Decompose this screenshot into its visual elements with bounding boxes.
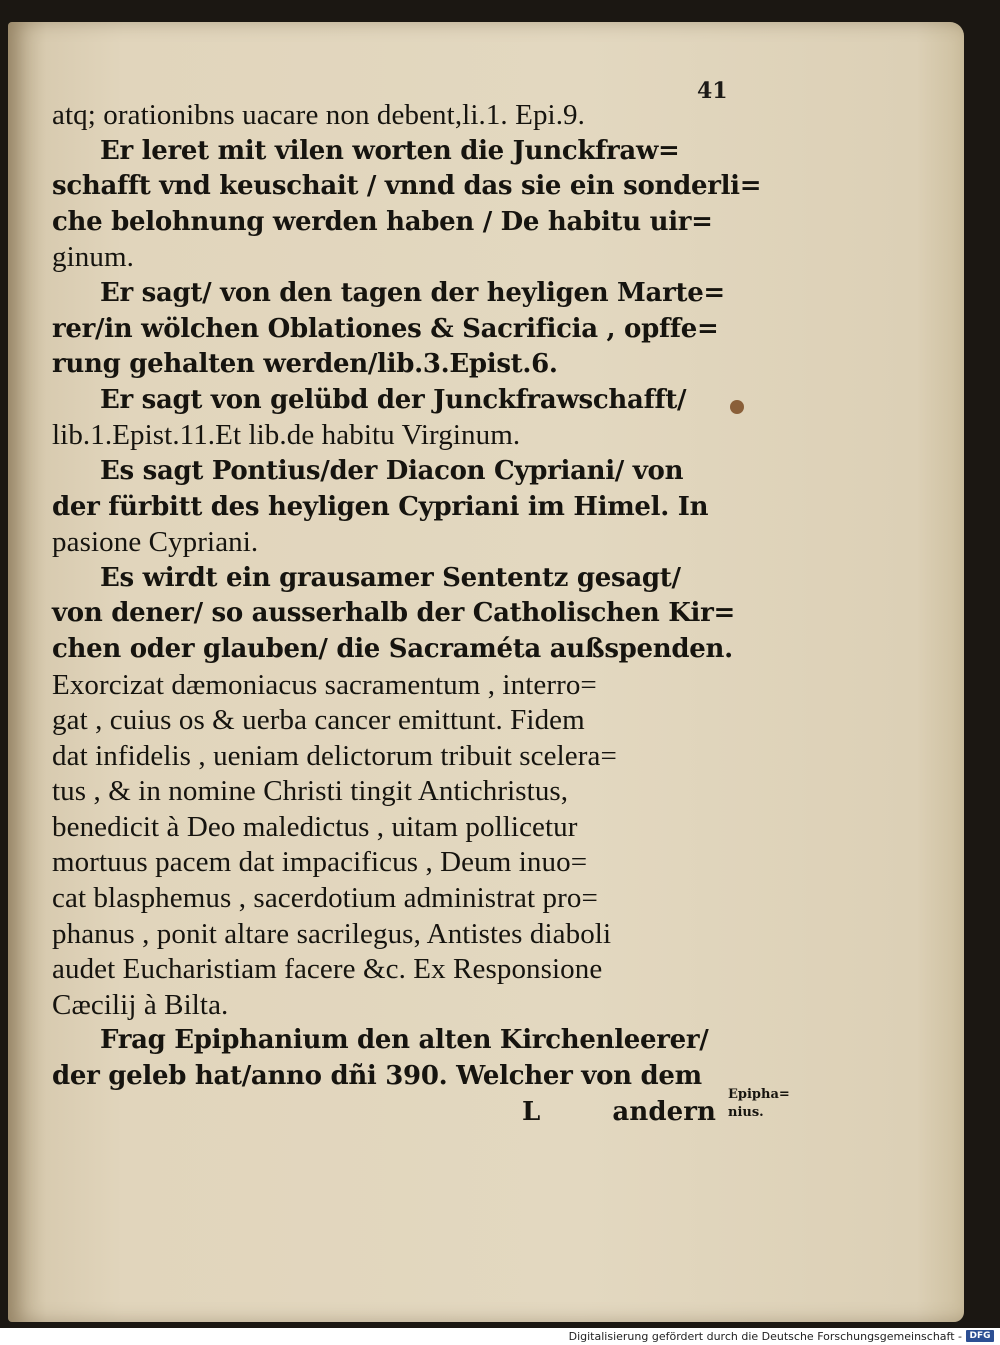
text-line: Er leret mit vilen worten die Junckfraw= [100,135,680,166]
text-line: phanus , ponit altare sacrilegus, Antistes diaboli [52,917,612,950]
margin-note-line: Epipha= [728,1087,790,1102]
text-line: pasione Cypriani. [52,526,259,559]
text-line: der fürbitt des heyligen Cypriani im Himel. In [52,491,709,522]
text-line: ginum. [52,241,134,274]
funding-credit: Digitalisierung gefördert durch die Deutsche Forschungsgemeinschaft - [568,1330,962,1343]
text-line: mortuus pacem dat impacificus , Deum inuo= [52,846,588,879]
text-line: Cæcilij à Bilta. [52,988,229,1021]
text-line: der geleb hat/anno dñi 390. Welcher von dem [52,1061,702,1092]
text-line: Er sagt/ von den tagen der heyligen Marte= [100,277,725,308]
margin-note [728,1086,790,1122]
text-line: schafft vnd keuschait / vnnd das sie ein sonderli= [52,171,762,202]
catchword-line [52,1095,742,1131]
catchword: andern [612,1096,717,1127]
signature-mark: L [522,1096,541,1127]
text-line: cat blasphemus , sacerdotium administrat pro= [52,882,598,915]
text-line: dat infidelis , ueniam delictorum tribuit scelera= [52,739,617,772]
margin-note-line: nius. [728,1105,764,1120]
text-line: benedicit à Deo maledictus , uitam pollicetur [52,810,578,843]
text-line: Es wirdt ein grausamer Sententz gesagt/ [100,562,681,593]
text-line: Es sagt Pontius/der Diacon Cypriani/ von [100,455,684,486]
text-line: audet Eucharistiam facere &c. Ex Responsione [52,953,603,986]
text-line: lib.1.Epist.11.Et lib.de habitu Virginum. [52,419,521,452]
text-line: rer/in wölchen Oblationes & Sacrificia , opffe= [52,313,719,344]
text-line: che belohnung werden haben / De habitu uir= [52,206,713,237]
text-line: Er sagt von gelübd der Junckfrawschafft/ [100,384,687,415]
text-line: atq; orationibns uacare non debent,li.1. Epi.9. [52,99,586,131]
text-line: gat , cuius os & uerba cancer emittunt. Fidem [52,704,585,737]
page-number: 41 [697,78,728,104]
text-line: rung gehalten werden/lib.3.Epist.6. [52,349,558,380]
text-line: tus , & in nomine Christi tingit Antichristus, [52,775,569,808]
text-line: Frag Epiphanium den alten Kirchenleerer/ [100,1025,709,1056]
text-line: Exorcizat dæmoniacus sacramentum , interro= [52,668,597,701]
text-line: von dener/ so ausserhalb der Catholischen Kir= [52,598,736,629]
text-line: chen oder glauben/ die Sacraméta außspenden. [52,633,733,664]
dfg-logo: DFG [966,1330,994,1342]
footer-bar [0,1328,1000,1345]
